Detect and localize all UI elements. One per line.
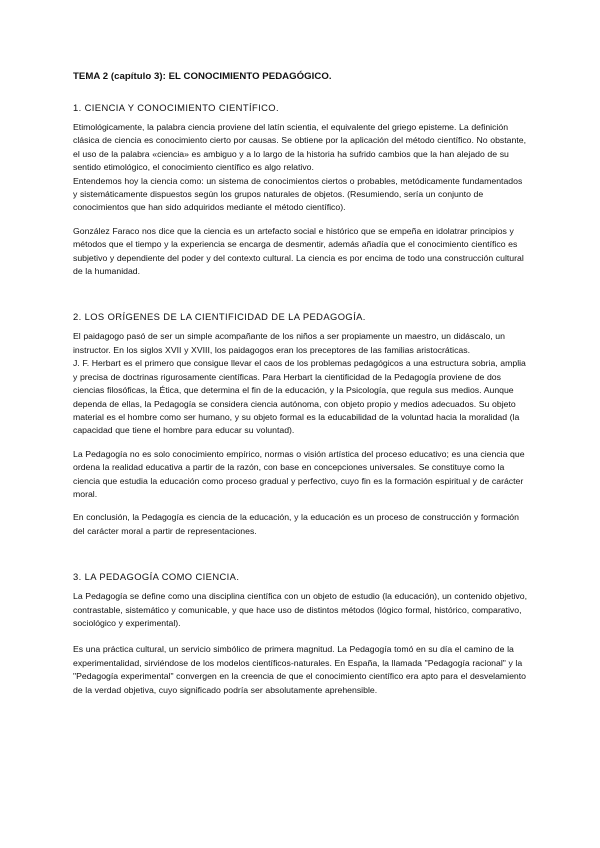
section-heading: 1. CIENCIA Y CONOCIMIENTO CIENTÍFICO.: [73, 102, 279, 113]
spacer: [73, 538, 529, 570]
section-pedagogia-ciencia: [73, 570, 529, 697]
spacer: [73, 438, 529, 448]
section-origenes: [73, 310, 529, 538]
paragraph: Entendemos hoy la ciencia como: un sistema de conocimientos ciertos o probables, metódicamente fundamentados y sistemáticamente dispuestos según los grupos naturales de objetos. (Resumiendo, sería un conjunto de conocimientos que han sido adquiridos mediante el método científico).: [73, 175, 523, 213]
spacer: [73, 278, 529, 310]
section-heading: 3. LA PEDAGOGÍA COMO CIENCIA.: [73, 571, 240, 583]
paragraph: Etimológicamente, la palabra ciencia proviene del latín scientia, el equivalente del griego episteme. La definición clásica de ciencia es conocimiento cierto por causas. Se obtiene por la aplicación del método científico. No obstante, el uso de la palabra «ciencia» es ambiguo y a lo largo de la historia ha sufrido cambios que la han alejado de su sentido etimológico, el conocimiento científico es algo relativo.: [73, 122, 526, 173]
document-body: [73, 70, 529, 697]
paragraph: González Faraco nos dice que la ciencia es un artefacto social e histórico que se empeña en idolatrar principios y métodos que el tiempo y la experiencia se encarga de desmentir, además añadía que el conocimiento científico es subjetivo y dependiente del poder y del contexto cultural. La ciencia es por encima de todo una construcción cultural de la humanidad.: [73, 225, 524, 277]
paragraph: La Pedagogía se define como una disciplina científica con un objeto de estudio (la educación), un contenido objetivo, contrastable, sistemático y comunicable, y que hace uso de distintos métodos (lógico formal, histórico, comparativo, sociológico y experimental).: [73, 591, 528, 628]
spacer: [73, 215, 529, 225]
spacer: [73, 501, 529, 511]
paragraph: En conclusión, la Pedagogía es ciencia de la educación, y la educación es un proceso de construcción y formación del carácter moral a partir de representaciones.: [73, 512, 519, 536]
spacer: [73, 630, 529, 643]
paragraph: El paidagogo pasó de ser un simple acompañante de los niños a ser propiamente un maestro, un didáscalo, un instructor. En los siglos XVII y XVIII, los paidagogos eran los preceptores de las familias aristocráticas.: [73, 331, 505, 355]
paragraph: J. F. Herbart es el primero que consigue llevar el caos de los problemas pedagógicos a una estructura sobria, amplia y precisa de doctrinas rigurosamente científicas. Para Herbart la cientificidad de la Pedagogía proviene de dos ciencias filosóficas, la Ética, que determina el fin de la educación, y la Psicología, que regula sus medios. Aunque dependa de ellas, la Pedagogía se considera ciencia autónoma, con objeto propio y medios adecuados. Su objeto material es el hombre como ser humano, y su objeto formal es la educabilidad de la voluntad hacia la moralidad (la capacidad que tiene el hombre para educar su voluntad).: [73, 358, 526, 436]
document-title: TEMA 2 (capítulo 3): EL CONOCIMIENTO PEDAGÓGICO.: [73, 71, 332, 82]
section-ciencia: [73, 101, 529, 278]
paragraph: Es una práctica cultural, un servicio simbólico de primera magnitud. La Pedagogía tomó en su día el camino de la experimentalidad, sirviéndose de los modelos científicos-naturales. En España, la llamada "Pedagogía racional" y la "Pedagogía experimental" convergen en la creencia de que el conocimiento científico era apto para el desvelamiento de la verdad objetiva, cuyo significado podría ser absolutamente aprehensible.: [73, 644, 526, 695]
paragraph: La Pedagogía no es solo conocimiento empírico, normas o visión artística del proceso educativo; es una ciencia que ordena la realidad educativa a partir de la razón, con base en concepciones universales. Se constituye como la ciencia que estudia la educación como proceso gradual y perfectivo, cuyo fin es la formación espiritual y de carácter moral.: [73, 448, 525, 499]
section-heading: 2. LOS ORÍGENES DE LA CIENTIFICIDAD DE LA PEDAGOGÍA.: [73, 311, 366, 323]
